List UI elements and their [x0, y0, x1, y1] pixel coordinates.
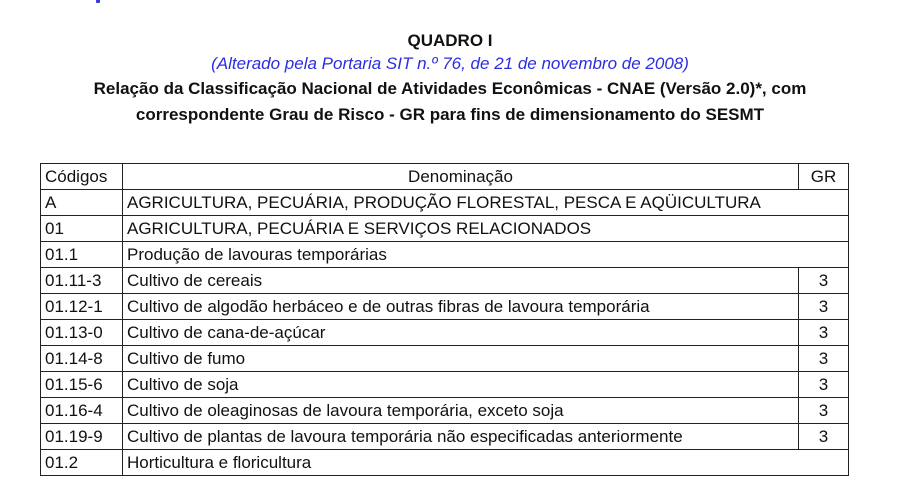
row-code: 01.14-8 [41, 346, 123, 372]
column-header-codes: Códigos [41, 164, 123, 190]
row-risk-grade: 3 [799, 268, 849, 294]
top-edge-mark [96, 0, 100, 3]
row-denomination: Cultivo de soja [123, 372, 799, 398]
row-denomination: Cultivo de cana-de-açúcar [123, 320, 799, 346]
row-code: 01.13-0 [41, 320, 123, 346]
row-denomination: Cultivo de fumo [123, 346, 799, 372]
row-code: 01.2 [41, 450, 123, 476]
table-row [41, 424, 849, 450]
table-row [41, 346, 849, 372]
row-code: 01.16-4 [41, 398, 123, 424]
document-header [0, 30, 900, 128]
table-row [41, 190, 849, 216]
row-denomination: Horticultura e floricultura [123, 450, 849, 476]
cnae-table-container [40, 163, 848, 476]
row-risk-grade: 3 [799, 346, 849, 372]
row-code: 01.12-1 [41, 294, 123, 320]
row-denomination: Cultivo de oleaginosas de lavoura temporária, exceto soja [123, 398, 799, 424]
table-row [41, 320, 849, 346]
table-description-line-1: Relação da Classificação Nacional de Atividades Econômicas - CNAE (Versão 2.0)*, com [93, 79, 807, 98]
table-row [41, 242, 849, 268]
row-risk-grade: 3 [799, 372, 849, 398]
row-code: 01.15-6 [41, 372, 123, 398]
table-row [41, 294, 849, 320]
table-row [41, 216, 849, 242]
cnae-table [40, 163, 849, 476]
row-denomination: AGRICULTURA, PECUÁRIA, PRODUÇÃO FLORESTAL, PESCA E AQÜICULTURA [123, 190, 849, 216]
row-risk-grade: 3 [799, 424, 849, 450]
row-denomination: Cultivo de plantas de lavoura temporária não especificadas anteriormente [123, 424, 799, 450]
row-risk-grade: 3 [799, 294, 849, 320]
row-risk-grade: 3 [799, 320, 849, 346]
row-denomination: AGRICULTURA, PECUÁRIA E SERVIÇOS RELACIONADOS [123, 216, 849, 242]
table-description-line-2: correspondente Grau de Risco - GR para fins de dimensionamento do SESMT [135, 105, 765, 124]
column-header-denomination: Denominação [123, 164, 799, 190]
page-title: QUADRO I [407, 31, 493, 50]
row-code: 01.19-9 [41, 424, 123, 450]
row-code: A [41, 190, 123, 216]
table-row [41, 398, 849, 424]
row-risk-grade: 3 [799, 398, 849, 424]
table-row [41, 268, 849, 294]
row-code: 01.1 [41, 242, 123, 268]
row-code: 01 [41, 216, 123, 242]
row-denomination: Cultivo de algodão herbáceo e de outras fibras de lavoura temporária [123, 294, 799, 320]
row-denomination: Produção de lavouras temporárias [123, 242, 849, 268]
table-row [41, 372, 849, 398]
table-header-row [41, 164, 849, 190]
amendment-note: (Alterado pela Portaria SIT n.º 76, de 21 de novembro de 2008) [211, 54, 689, 73]
row-denomination: Cultivo de cereais [123, 268, 799, 294]
column-header-gr: GR [799, 164, 849, 190]
table-row [41, 450, 849, 476]
row-code: 01.11-3 [41, 268, 123, 294]
